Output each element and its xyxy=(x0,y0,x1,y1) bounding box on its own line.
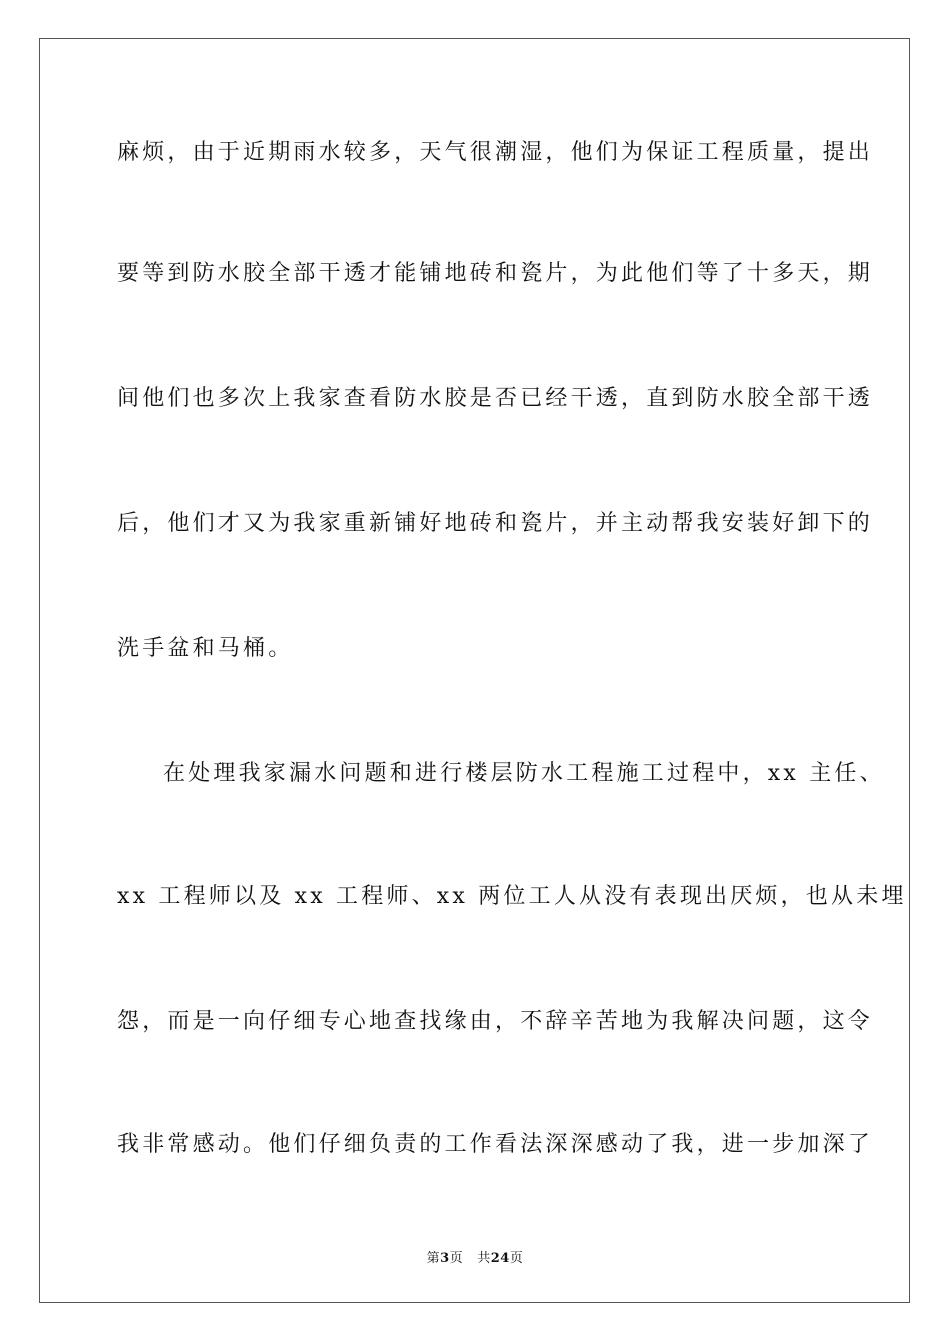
body-line-9: 我非常感动。他们仔细负责的工作看法深深感动了我，进一步加深了 xyxy=(117,1132,874,1157)
body-line-8: 怨，而是一向仔细专心地查找缘由，不辞辛苦地为我解决问题，这令 xyxy=(117,1009,874,1034)
footer-total-pages: 24 xyxy=(490,1251,510,1266)
body-line-5: 洗手盆和马桶。 xyxy=(117,636,294,661)
page-footer xyxy=(0,1247,950,1266)
body-line-2: 要等到防水胶全部干透才能铺地砖和瓷片，为此他们等了十多天，期 xyxy=(117,261,874,286)
body-line-1: 麻烦，由于近期雨水较多，天气很潮湿，他们为保证工程质量，提出 xyxy=(117,140,874,165)
footer-page-suffix: 页 xyxy=(449,1251,464,1266)
page-frame xyxy=(39,38,910,1303)
body-line-6-paragraph-start: 在处理我家漏水问题和进行楼层防水工程施工过程中，xx 主任、 xyxy=(163,761,885,786)
footer-page-number: 3 xyxy=(440,1251,450,1266)
footer-page-prefix: 第 xyxy=(426,1251,441,1266)
footer-total-prefix: 共 xyxy=(477,1251,491,1266)
footer-total-suffix: 页 xyxy=(509,1251,524,1266)
body-line-7: xx 工程师以及 xx 工程师、xx 两位工人从没有表现出厌烦，也从未埋 xyxy=(117,884,907,909)
body-line-4: 后，他们才又为我家重新铺好地砖和瓷片，并主动帮我安装好卸下的 xyxy=(117,511,874,536)
body-line-3: 间他们也多次上我家查看防水胶是否已经干透，直到防水胶全部干透 xyxy=(117,386,874,411)
